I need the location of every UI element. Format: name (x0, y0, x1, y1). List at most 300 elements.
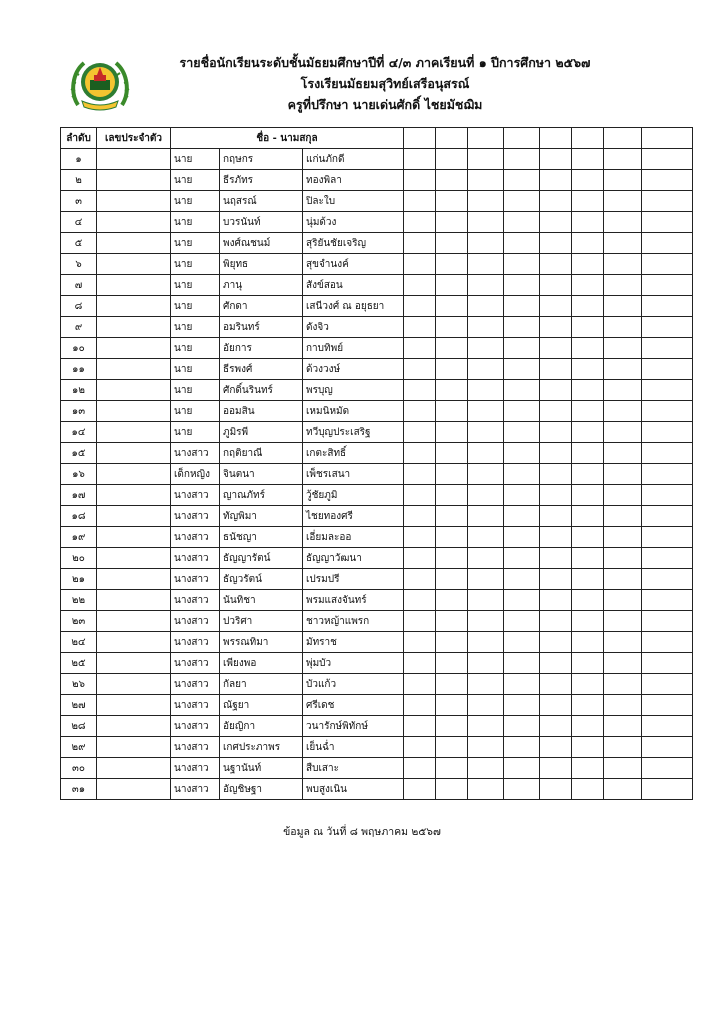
blank-cell (642, 254, 693, 275)
name-title: นาย (171, 233, 220, 254)
blank-cell (540, 611, 572, 632)
table-row (61, 170, 693, 191)
blank-cell (572, 275, 604, 296)
student-number: ๑๙ (61, 527, 97, 548)
name-title: นางสาว (171, 485, 220, 506)
last-name: นุ่มด้วง (303, 212, 404, 233)
school-name: โรงเรียนมัธยมสุวิทย์เสรีอนุสรณ์ (300, 76, 470, 91)
header-blank (540, 128, 572, 149)
first-name: กฤษกร (220, 149, 303, 170)
blank-cell (642, 716, 693, 737)
blank-cell (504, 506, 540, 527)
blank-cell (572, 212, 604, 233)
blank-cell (604, 275, 642, 296)
blank-cell (504, 191, 540, 212)
blank-cell (572, 443, 604, 464)
name-title: นาย (171, 170, 220, 191)
blank-cell (572, 779, 604, 800)
header-blank (468, 128, 504, 149)
blank-cell (504, 254, 540, 275)
blank-cell (504, 464, 540, 485)
blank-cell (572, 170, 604, 191)
student-id (97, 695, 171, 716)
blank-cell (604, 695, 642, 716)
first-name: กฤติยาณี (220, 443, 303, 464)
blank-cell (436, 548, 468, 569)
student-number: ๓๑ (61, 779, 97, 800)
student-number: ๑๔ (61, 422, 97, 443)
blank-cell (468, 485, 504, 506)
blank-cell (604, 191, 642, 212)
blank-cell (540, 569, 572, 590)
table-row (61, 212, 693, 233)
blank-cell (436, 716, 468, 737)
blank-cell (504, 212, 540, 233)
blank-cell (404, 401, 436, 422)
blank-cell (436, 674, 468, 695)
student-number: ๒๑ (61, 569, 97, 590)
blank-cell (504, 548, 540, 569)
name-title: นาย (171, 254, 220, 275)
name-title: นางสาว (171, 716, 220, 737)
table-row (61, 506, 693, 527)
blank-cell (540, 779, 572, 800)
student-number: ๔ (61, 212, 97, 233)
blank-cell (642, 569, 693, 590)
student-roster-table (60, 127, 693, 800)
first-name: พรรณทิมา (220, 632, 303, 653)
school-emblem-icon (70, 55, 130, 113)
blank-cell (642, 233, 693, 254)
blank-cell (540, 632, 572, 653)
table-row (61, 191, 693, 212)
student-number: ๑๗ (61, 485, 97, 506)
blank-cell (572, 737, 604, 758)
last-name: สืบเสาะ (303, 758, 404, 779)
data-date-note: ข้อมูล ณ วันที่ ๘ พฤษภาคม ๒๕๖๗ (283, 826, 441, 838)
blank-cell (504, 443, 540, 464)
first-name: นันทิชา (220, 590, 303, 611)
blank-cell (604, 422, 642, 443)
table-row (61, 443, 693, 464)
blank-cell (436, 359, 468, 380)
first-name: อัยการ (220, 338, 303, 359)
blank-cell (642, 401, 693, 422)
student-id (97, 212, 171, 233)
blank-cell (468, 317, 504, 338)
blank-cell (436, 632, 468, 653)
blank-cell (468, 275, 504, 296)
name-title: นาย (171, 296, 220, 317)
student-id (97, 506, 171, 527)
student-number: ๒๗ (61, 695, 97, 716)
student-id (97, 485, 171, 506)
blank-cell (404, 590, 436, 611)
blank-cell (604, 170, 642, 191)
blank-cell (404, 779, 436, 800)
blank-cell (436, 695, 468, 716)
blank-cell (404, 338, 436, 359)
last-name: พุ่มบัว (303, 653, 404, 674)
blank-cell (404, 149, 436, 170)
blank-cell (404, 191, 436, 212)
blank-cell (468, 779, 504, 800)
blank-cell (604, 464, 642, 485)
name-title: นาย (171, 149, 220, 170)
blank-cell (436, 275, 468, 296)
student-number: ๓๐ (61, 758, 97, 779)
header-number: ลำดับ (61, 128, 97, 149)
blank-cell (468, 674, 504, 695)
blank-cell (572, 191, 604, 212)
blank-cell (436, 737, 468, 758)
student-number: ๒๐ (61, 548, 97, 569)
blank-cell (604, 590, 642, 611)
student-number: ๑๕ (61, 443, 97, 464)
blank-cell (604, 674, 642, 695)
table-row (61, 422, 693, 443)
blank-cell (604, 611, 642, 632)
blank-cell (468, 653, 504, 674)
blank-cell (504, 695, 540, 716)
blank-cell (642, 296, 693, 317)
blank-cell (404, 548, 436, 569)
student-number: ๗ (61, 275, 97, 296)
student-id (97, 233, 171, 254)
blank-cell (468, 716, 504, 737)
header-blank (642, 128, 693, 149)
blank-cell (540, 233, 572, 254)
student-id (97, 737, 171, 758)
student-id (97, 275, 171, 296)
blank-cell (436, 212, 468, 233)
blank-cell (642, 149, 693, 170)
blank-cell (504, 422, 540, 443)
blank-cell (540, 464, 572, 485)
student-number: ๒๓ (61, 611, 97, 632)
blank-cell (504, 401, 540, 422)
blank-cell (404, 233, 436, 254)
student-number: ๖ (61, 254, 97, 275)
table-row (61, 233, 693, 254)
blank-cell (404, 212, 436, 233)
blank-cell (604, 359, 642, 380)
first-name: ภูมิรพี (220, 422, 303, 443)
blank-cell (504, 569, 540, 590)
blank-cell (604, 653, 642, 674)
last-name: ปิละใบ (303, 191, 404, 212)
last-name: พรมแสงจันทร์ (303, 590, 404, 611)
student-number: ๑๖ (61, 464, 97, 485)
name-title: นาย (171, 359, 220, 380)
name-title: นางสาว (171, 548, 220, 569)
name-title: นางสาว (171, 506, 220, 527)
blank-cell (436, 569, 468, 590)
advisor-name: ครูที่ปรึกษา นายเด่นศักดิ์ ไชยมัชฌิม (287, 97, 483, 112)
first-name: บวรนันท์ (220, 212, 303, 233)
last-name: เย็นฉ่ำ (303, 737, 404, 758)
blank-cell (604, 548, 642, 569)
blank-cell (572, 674, 604, 695)
blank-cell (642, 359, 693, 380)
first-name: ธัญวรัตน์ (220, 569, 303, 590)
last-name: พรบุญ (303, 380, 404, 401)
blank-cell (642, 632, 693, 653)
blank-cell (572, 233, 604, 254)
student-id (97, 716, 171, 737)
blank-cell (504, 716, 540, 737)
student-number: ๑๘ (61, 506, 97, 527)
blank-cell (604, 527, 642, 548)
blank-cell (604, 506, 642, 527)
blank-cell (404, 653, 436, 674)
roster-title: รายชื่อนักเรียนระดับชั้นมัธยมศึกษาปีที่ ๔/๓ ภาคเรียนที่ ๑ ปีการศึกษา ๒๕๖๗ (179, 55, 591, 70)
header-student-id: เลขประจำตัว (97, 128, 171, 149)
blank-cell (504, 275, 540, 296)
blank-cell (642, 779, 693, 800)
name-title: นาย (171, 275, 220, 296)
name-title: นางสาว (171, 779, 220, 800)
blank-cell (540, 212, 572, 233)
table-row (61, 779, 693, 800)
blank-cell (572, 506, 604, 527)
blank-cell (504, 590, 540, 611)
blank-cell (436, 464, 468, 485)
first-name: ปวริศา (220, 611, 303, 632)
blank-cell (540, 758, 572, 779)
header-blank (404, 128, 436, 149)
blank-cell (404, 380, 436, 401)
blank-cell (504, 338, 540, 359)
blank-cell (404, 485, 436, 506)
last-name: แก่นภักดี (303, 149, 404, 170)
blank-cell (404, 170, 436, 191)
student-id (97, 779, 171, 800)
blank-cell (540, 716, 572, 737)
last-name: สุริยันชัยเจริญ (303, 233, 404, 254)
blank-cell (604, 569, 642, 590)
blank-cell (540, 275, 572, 296)
blank-cell (604, 254, 642, 275)
name-title: เด็กหญิง (171, 464, 220, 485)
blank-cell (468, 569, 504, 590)
blank-cell (642, 170, 693, 191)
table-row (61, 275, 693, 296)
blank-cell (572, 338, 604, 359)
student-id (97, 653, 171, 674)
blank-cell (572, 149, 604, 170)
student-id (97, 296, 171, 317)
table-row (61, 569, 693, 590)
blank-cell (504, 359, 540, 380)
blank-cell (504, 758, 540, 779)
blank-cell (436, 170, 468, 191)
blank-cell (572, 422, 604, 443)
last-name: ธัญญาวัฒนา (303, 548, 404, 569)
blank-cell (540, 506, 572, 527)
student-number: ๑๑ (61, 359, 97, 380)
name-title: นางสาว (171, 569, 220, 590)
document-header (150, 52, 620, 115)
blank-cell (404, 674, 436, 695)
last-name: วนารักษ์พิทักษ์ (303, 716, 404, 737)
blank-cell (642, 695, 693, 716)
blank-cell (468, 296, 504, 317)
last-name: เกตะสิทธิ์ (303, 443, 404, 464)
blank-cell (572, 716, 604, 737)
table-row (61, 527, 693, 548)
name-title: นางสาว (171, 737, 220, 758)
student-id (97, 590, 171, 611)
blank-cell (540, 296, 572, 317)
name-title: นาย (171, 191, 220, 212)
blank-cell (540, 380, 572, 401)
blank-cell (468, 548, 504, 569)
blank-cell (540, 674, 572, 695)
name-title: นางสาว (171, 611, 220, 632)
header-blank (504, 128, 540, 149)
blank-cell (572, 464, 604, 485)
blank-cell (572, 359, 604, 380)
blank-cell (436, 527, 468, 548)
first-name: ธีรพงศ์ (220, 359, 303, 380)
student-id (97, 359, 171, 380)
blank-cell (540, 149, 572, 170)
blank-cell (540, 737, 572, 758)
blank-cell (604, 737, 642, 758)
table-header-row (61, 128, 693, 149)
blank-cell (642, 338, 693, 359)
blank-cell (572, 695, 604, 716)
blank-cell (604, 401, 642, 422)
table-row (61, 590, 693, 611)
header-blank (604, 128, 642, 149)
blank-cell (504, 233, 540, 254)
student-id (97, 422, 171, 443)
name-title: นางสาว (171, 443, 220, 464)
blank-cell (572, 653, 604, 674)
student-number: ๕ (61, 233, 97, 254)
blank-cell (642, 443, 693, 464)
name-title: นาย (171, 401, 220, 422)
blank-cell (604, 779, 642, 800)
student-id (97, 380, 171, 401)
blank-cell (504, 527, 540, 548)
blank-cell (540, 254, 572, 275)
first-name: ญาณภัทร์ (220, 485, 303, 506)
blank-cell (540, 170, 572, 191)
blank-cell (642, 674, 693, 695)
blank-cell (404, 611, 436, 632)
blank-cell (404, 254, 436, 275)
student-number: ๑ (61, 149, 97, 170)
first-name: ธัญญารัตน์ (220, 548, 303, 569)
blank-cell (572, 632, 604, 653)
last-name: กาบทิพย์ (303, 338, 404, 359)
blank-cell (572, 317, 604, 338)
blank-cell (604, 443, 642, 464)
blank-cell (468, 506, 504, 527)
student-id (97, 611, 171, 632)
blank-cell (436, 233, 468, 254)
table-row (61, 464, 693, 485)
student-number: ๘ (61, 296, 97, 317)
first-name: ศักดา (220, 296, 303, 317)
last-name: สุขจำนงค์ (303, 254, 404, 275)
name-title: นางสาว (171, 590, 220, 611)
first-name: ณัฐยา (220, 695, 303, 716)
blank-cell (642, 506, 693, 527)
student-id (97, 464, 171, 485)
first-name: พิยุทธ (220, 254, 303, 275)
student-number: ๒๖ (61, 674, 97, 695)
table-row (61, 611, 693, 632)
table-row (61, 632, 693, 653)
blank-cell (572, 296, 604, 317)
blank-cell (468, 422, 504, 443)
student-number: ๙ (61, 317, 97, 338)
blank-cell (436, 443, 468, 464)
blank-cell (540, 317, 572, 338)
table-row (61, 716, 693, 737)
blank-cell (642, 611, 693, 632)
first-name: จินตนา (220, 464, 303, 485)
blank-cell (642, 758, 693, 779)
blank-cell (504, 317, 540, 338)
student-id (97, 674, 171, 695)
blank-cell (642, 212, 693, 233)
table-row (61, 401, 693, 422)
blank-cell (436, 779, 468, 800)
first-name: กัลยา (220, 674, 303, 695)
blank-cell (572, 254, 604, 275)
blank-cell (642, 737, 693, 758)
blank-cell (468, 758, 504, 779)
last-name: ชาวหญ้าแพรก (303, 611, 404, 632)
blank-cell (504, 653, 540, 674)
blank-cell (604, 338, 642, 359)
blank-cell (504, 611, 540, 632)
blank-cell (404, 758, 436, 779)
blank-cell (540, 527, 572, 548)
blank-cell (436, 296, 468, 317)
blank-cell (436, 338, 468, 359)
last-name: ไชยทองศรี (303, 506, 404, 527)
blank-cell (468, 212, 504, 233)
last-name: เสนีวงศ์ ณ อยุธยา (303, 296, 404, 317)
blank-cell (404, 296, 436, 317)
student-number: ๑๓ (61, 401, 97, 422)
first-name: พงศ์ณชนม์ (220, 233, 303, 254)
blank-cell (468, 191, 504, 212)
blank-cell (468, 401, 504, 422)
blank-cell (572, 569, 604, 590)
blank-cell (404, 422, 436, 443)
blank-cell (404, 443, 436, 464)
table-row (61, 254, 693, 275)
blank-cell (604, 716, 642, 737)
last-name: ดังจิว (303, 317, 404, 338)
student-number: ๒๙ (61, 737, 97, 758)
blank-cell (468, 611, 504, 632)
student-number: ๒๕ (61, 653, 97, 674)
student-id (97, 170, 171, 191)
blank-cell (468, 170, 504, 191)
blank-cell (604, 233, 642, 254)
blank-cell (404, 359, 436, 380)
name-title: นางสาว (171, 653, 220, 674)
table-body (61, 149, 693, 800)
